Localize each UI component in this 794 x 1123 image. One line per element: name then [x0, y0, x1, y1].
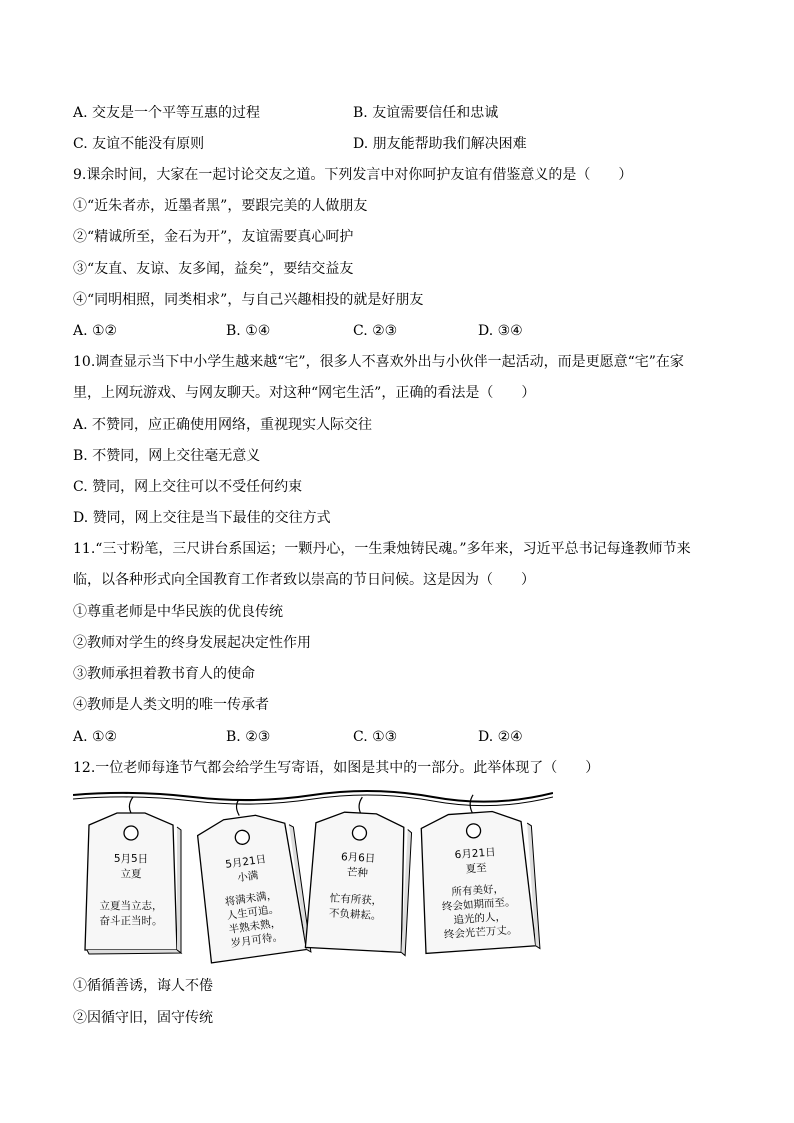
- q9-item-1: ①“近朱者赤，近墨者黑”，要跟完美的人做朋友: [73, 198, 368, 214]
- solar-term-tags-illustration: [73, 785, 553, 970]
- q10-option-a: A. 不赞同，应正确使用网络，重视现实人际交往: [73, 417, 373, 433]
- q9-option-a: A. ①②: [73, 323, 118, 339]
- q12-item-1: ①循循善诱，诲人不倦: [73, 978, 213, 994]
- q11-option-b: B. ②③: [226, 729, 271, 745]
- tag-1-line-2: 奋斗正当时。: [99, 915, 163, 927]
- q10-stem-line-1: 10.调查显示当下中小学生越来越“宅”，很多人不喜欢外出与小伙伴一起活动，而是更愿意“宅”在家: [73, 354, 684, 370]
- tag-1-line-1: 立夏当立志，: [99, 900, 163, 912]
- q11-option-c: C. ①③: [353, 729, 398, 745]
- tag-xiaoman: [189, 792, 310, 965]
- tag-2-term: 小满: [236, 869, 260, 885]
- q10-option-b: B. 不赞同，网上交往毫无意义: [73, 448, 261, 464]
- q12-stem: 12.一位老师每逢节气都会给学生写寄语，如图是其中的一部分。此举体现了（ ）: [73, 760, 600, 776]
- q11-item-3: ③教师承担着教书育人的使命: [73, 666, 255, 682]
- q9-stem: 9.课余时间，大家在一起讨论交友之道。下列发言中对你呵护友谊有借鉴意义的是（ ）: [73, 167, 633, 183]
- q12-item-2: ②因循守旧，固守传统: [73, 1010, 213, 1026]
- q8-option-a: A. 交友是一个平等互惠的过程: [73, 105, 261, 121]
- tag-4-line-4: 终会光芒万丈。: [443, 924, 518, 942]
- tag-2-line-4: 岁月可待。: [229, 930, 284, 950]
- tag-4-line-3: 追光的人，: [453, 910, 507, 927]
- q11-stem-line-1: 11.“三寸粉笔，三尺讲台系国运；一颗丹心，一生秉烛铸民魂。”多年来，习近平总书记每逢教师节来: [73, 541, 691, 557]
- tag-1-term: 立夏: [120, 868, 142, 880]
- tag-2-line-3: 半熟未熟，: [228, 916, 282, 937]
- tag-3-line-1: 忙有所获，: [329, 892, 383, 908]
- q10-option-c: C. 赞同，网上交往可以不受任何约束: [73, 479, 303, 495]
- tag-lixia: [85, 797, 181, 954]
- tag-3-term: 芒种: [346, 866, 369, 880]
- q8-option-b: B. 友谊需要信任和忠诚: [353, 105, 499, 121]
- q10-stem-line-2: 里，上网玩游戏、与网友聊天。对这种“网宅生活”，正确的看法是（ ）: [73, 385, 536, 401]
- tag-mangzhong: [305, 795, 413, 956]
- tag-4-term: 夏至: [465, 862, 488, 876]
- q11-option-a: A. ①②: [73, 729, 118, 745]
- q9-option-c: C. ②③: [353, 323, 398, 339]
- q11-item-4: ④教师是人类文明的唯一传承者: [73, 697, 269, 713]
- tag-3-date: 6月6日: [340, 851, 376, 865]
- hanging-string: [73, 791, 553, 802]
- tag-2-date: 5月21日: [224, 853, 267, 871]
- tag-4-date: 6月21日: [454, 846, 497, 862]
- q11-item-1: ①尊重老师是中华民族的优良传统: [73, 604, 283, 620]
- q9-item-2: ②“精诚所至，金石为开”，友谊需要真心呵护: [73, 229, 354, 245]
- q10-option-d: D. 赞同，网上交往是当下最佳的交往方式: [73, 510, 331, 526]
- q9-item-3: ③“友直、友谅、友多闻，益矣”，要结交益友: [73, 261, 354, 277]
- q11-item-2: ②教师对学生的终身发展起决定性作用: [73, 635, 311, 651]
- tag-3-line-2: 不负耕耘。: [328, 907, 382, 923]
- q9-option-d: D. ③④: [478, 323, 523, 339]
- q8-option-c: C. 友谊不能没有原则: [73, 136, 205, 152]
- q8-option-d: D. 朋友能帮助我们解决困难: [353, 136, 527, 152]
- hanging-string-shadow: [73, 795, 553, 806]
- tag-2-line-2: 人生可追。: [226, 902, 280, 923]
- tag-xiazhi: [415, 791, 540, 957]
- tag-1-date: 5月5日: [113, 853, 149, 865]
- tag-4-line-1: 所有美好，: [451, 882, 505, 899]
- tag-2-line-1: 将满未满，: [224, 889, 278, 909]
- q9-item-4: ④“同明相照，同类相求”，与自己兴趣相投的就是好朋友: [73, 292, 424, 308]
- tag-4-line-2: 终会如期而至。: [441, 896, 516, 914]
- q11-stem-line-2: 临，以各种形式向全国教育工作者致以崇高的节日问候。这是因为（ ）: [73, 572, 535, 588]
- q9-option-b: B. ①④: [226, 323, 271, 339]
- q11-option-d: D. ②④: [478, 729, 523, 745]
